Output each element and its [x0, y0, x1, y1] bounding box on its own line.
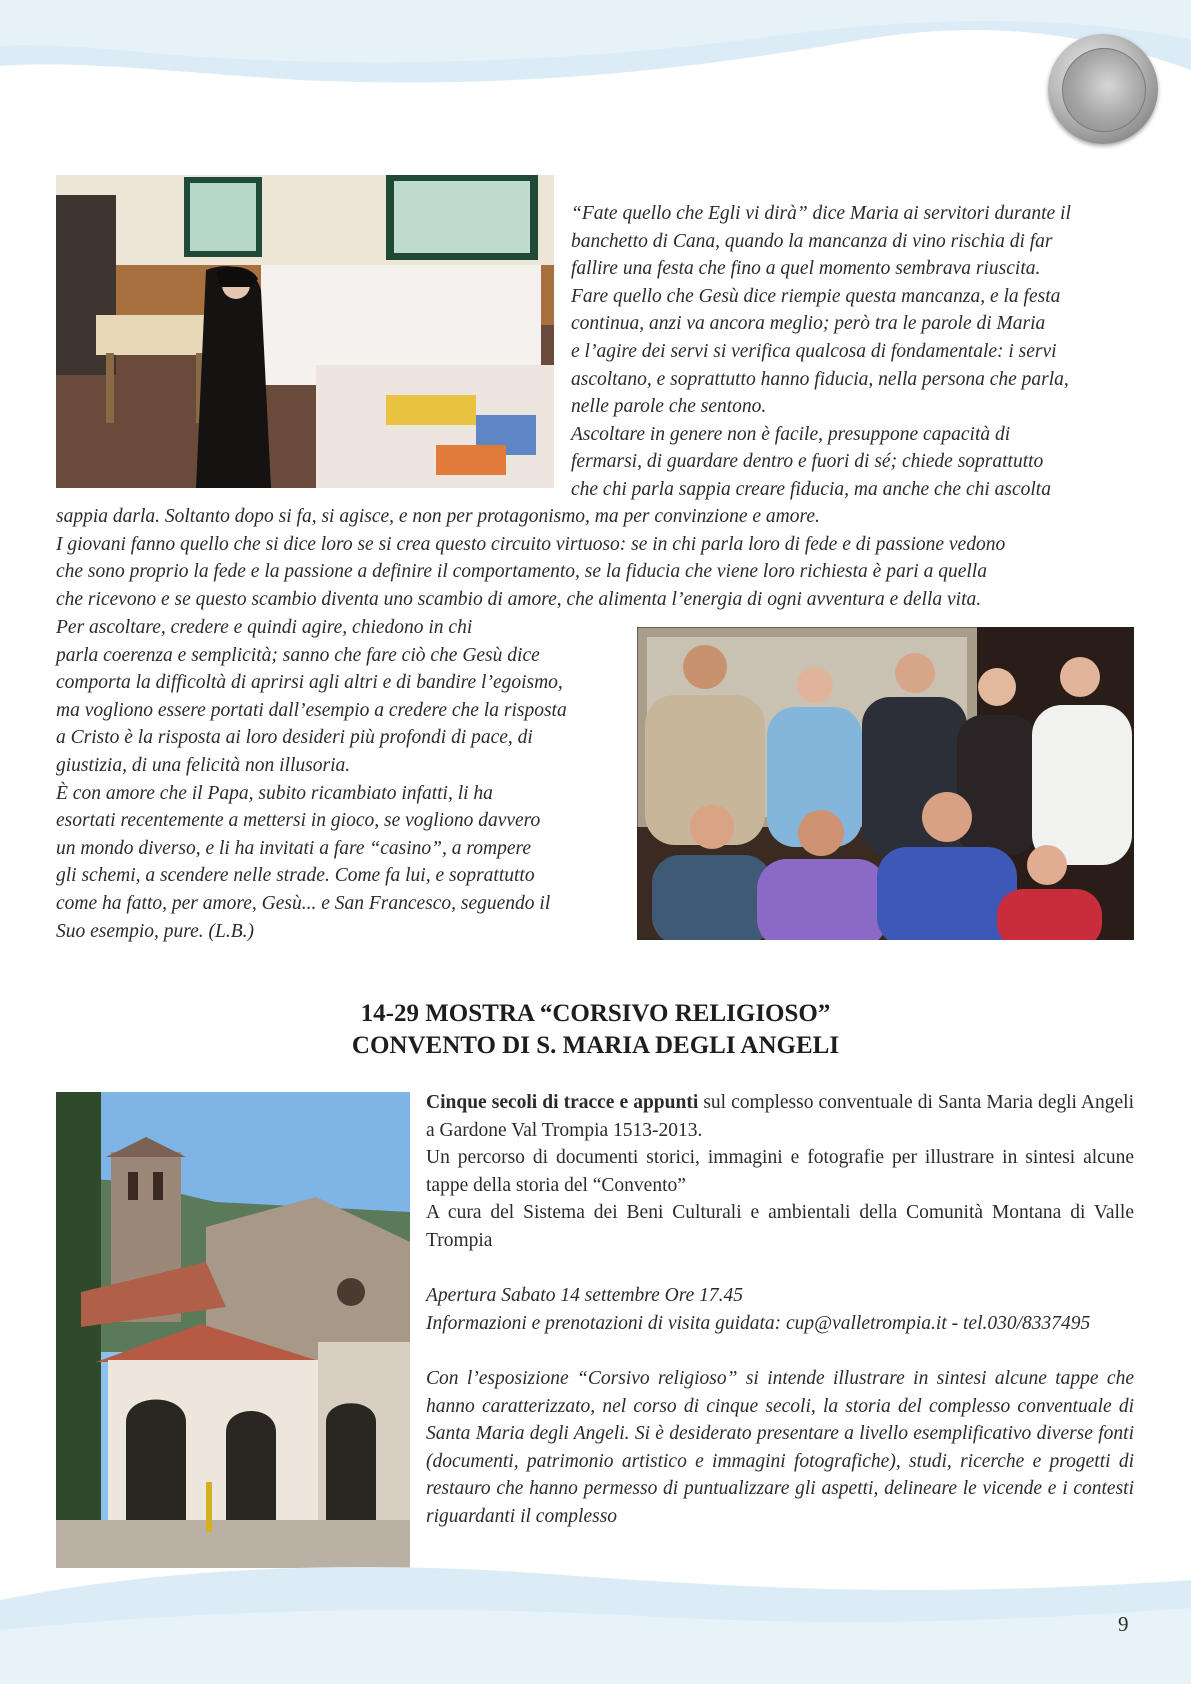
text-line: nelle parole che sentono. — [571, 396, 767, 418]
photo-convent — [56, 1092, 410, 1568]
text-line: come ha fatto, per amore, Gesù... e San Francesco, seguendo il — [56, 892, 551, 914]
text-line: comporta la difficoltà di aprirsi agli altri e di bandire l’egoismo, — [56, 672, 563, 694]
text-line: un mondo diverso, e li ha invitati a fare “casino”, a rompere — [56, 837, 532, 859]
event-title: 14-29 MOSTRA “CORSIVO RELIGIOSO” — [360, 1000, 831, 1027]
text-line: esortati recentemente a mettersi in gioco, se vogliono davvero — [56, 810, 541, 832]
top-wave-decoration — [0, 0, 1191, 110]
text-line: parla coerenza e semplicità; sanno che fare ciò che Gesù dice — [56, 644, 540, 666]
text-line: che chi parla sappia creare fiducia, ma anche che chi ascolta — [571, 478, 1051, 500]
photo-nun-exhibition — [56, 175, 554, 488]
text-line: Suo esempio, pure. (L.B.) — [56, 920, 255, 942]
text-line: Fare quello che Gesù dice riempie questa mancanza, e la festa — [571, 285, 1061, 307]
medallion-logo — [1048, 34, 1158, 144]
text-line: continua, anzi va ancora meglio; però tra le parole di Maria — [571, 313, 1046, 335]
event-intro-bold: Cinque secoli di tracce e appunti — [426, 1092, 699, 1113]
event-intro-rest: sul complesso conventuale di Santa Maria degli Angeli a Gardone Val Trompia 1513-2013. — [426, 1092, 1135, 1141]
event-contact: Informazioni e prenotazioni di visita guidata: cup@valletrompia.it - tel.030/8337495 — [426, 1312, 1091, 1334]
event-description: Con l’esposizione “Corsivo religioso” si intende illustrare in sintesi alcune tappe che hanno caratterizzato, nel corso di cinque secoli, la storia del complesso conventuale di Santa Maria degli Angeli. Si è desiderato presentare a livello esemplificativo diverse fonti (documenti, patrimonio artistico e immagini fotografiche), studi, ricerche e progetti di restauro che hanno permesso di puntualizzare gli aspetti, delineare le vicende e i contesti riguardanti il complesso — [426, 1367, 1134, 1527]
text-line: fallire una festa che fino a quel momento sembrava riuscita. — [571, 258, 1041, 280]
text-line: gli schemi, a scendere nelle strade. Come fa lui, e soprattutto — [56, 865, 535, 887]
event-location: CONVENTO DI S. MARIA DEGLI ANGELI — [351, 1032, 840, 1059]
article-body-text — [56, 503, 1134, 613]
text-line: a Cristo è la risposta ai loro desideri più profondi di pace, di — [56, 727, 533, 749]
text-line: e l’agire dei servi si verifica qualcosa di fondamentale: i servi — [571, 340, 1057, 362]
bottom-wave-decoration — [0, 1560, 1191, 1684]
text-line: ma vogliono essere portati dall’esempio a credere che la risposta — [56, 699, 567, 721]
text-line: banchetto di Cana, quando la mancanza di vino rischia di far — [571, 230, 1053, 252]
page-number: 9 — [1118, 1612, 1129, 1636]
text-line: sappia darla. Soltanto dopo si fa, si agisce, e non per protagonismo, ma per convinzione e amore. — [56, 506, 820, 527]
text-line: che ricevono e se questo scambio diventa uno scambio di amore, che alimenta l’energia di ogni avventura e della vita. — [56, 588, 982, 610]
text-line: Per ascoltare, credere e quindi agire, chiedono in chi — [56, 617, 473, 638]
event-opening: Apertura Sabato 14 settembre Ore 17.45 — [426, 1285, 744, 1307]
event-intro — [426, 1089, 1134, 1144]
text-line: “Fate quello che Egli vi dirà” dice Maria ai servitori durante il — [571, 203, 1071, 224]
event-info — [426, 1089, 1134, 1531]
article-closing-text — [56, 614, 621, 945]
text-line: È con amore che il Papa, subito ricambiato infatti, li ha — [56, 782, 493, 804]
photo-youth-group — [637, 627, 1134, 940]
text-line: I giovani fanno quello che si dice loro se si crea questo circuito virtuoso: se in chi parla loro di fede e di passione vedono — [56, 533, 1006, 555]
article-intro-text — [571, 200, 1134, 504]
text-line: fermarsi, di guardare dentro e fuori di sé; chiede soprattutto — [571, 451, 1044, 473]
text-line: giustizia, di una felicità non illusoria. — [56, 754, 351, 776]
text-line: che sono proprio la fede e la passione a definire il comportamento, se la fiducia che viene loro richiesta è pari a quella — [56, 561, 987, 583]
event-curator: A cura del Sistema dei Beni Culturali e ambientali della Comunità Montana di Valle Trompia — [426, 1202, 1134, 1251]
text-line: Ascoltare in genere non è facile, presuppone capacità di — [571, 423, 1011, 445]
text-line: ascoltano, e soprattutto hanno fiducia, nella persona che parla, — [571, 368, 1069, 390]
event-description-short: Un percorso di documenti storici, immagini e fotografie per illustrare in sintesi alcune tappe della storia del “Convento” — [426, 1147, 1134, 1196]
event-heading — [0, 998, 1191, 1062]
